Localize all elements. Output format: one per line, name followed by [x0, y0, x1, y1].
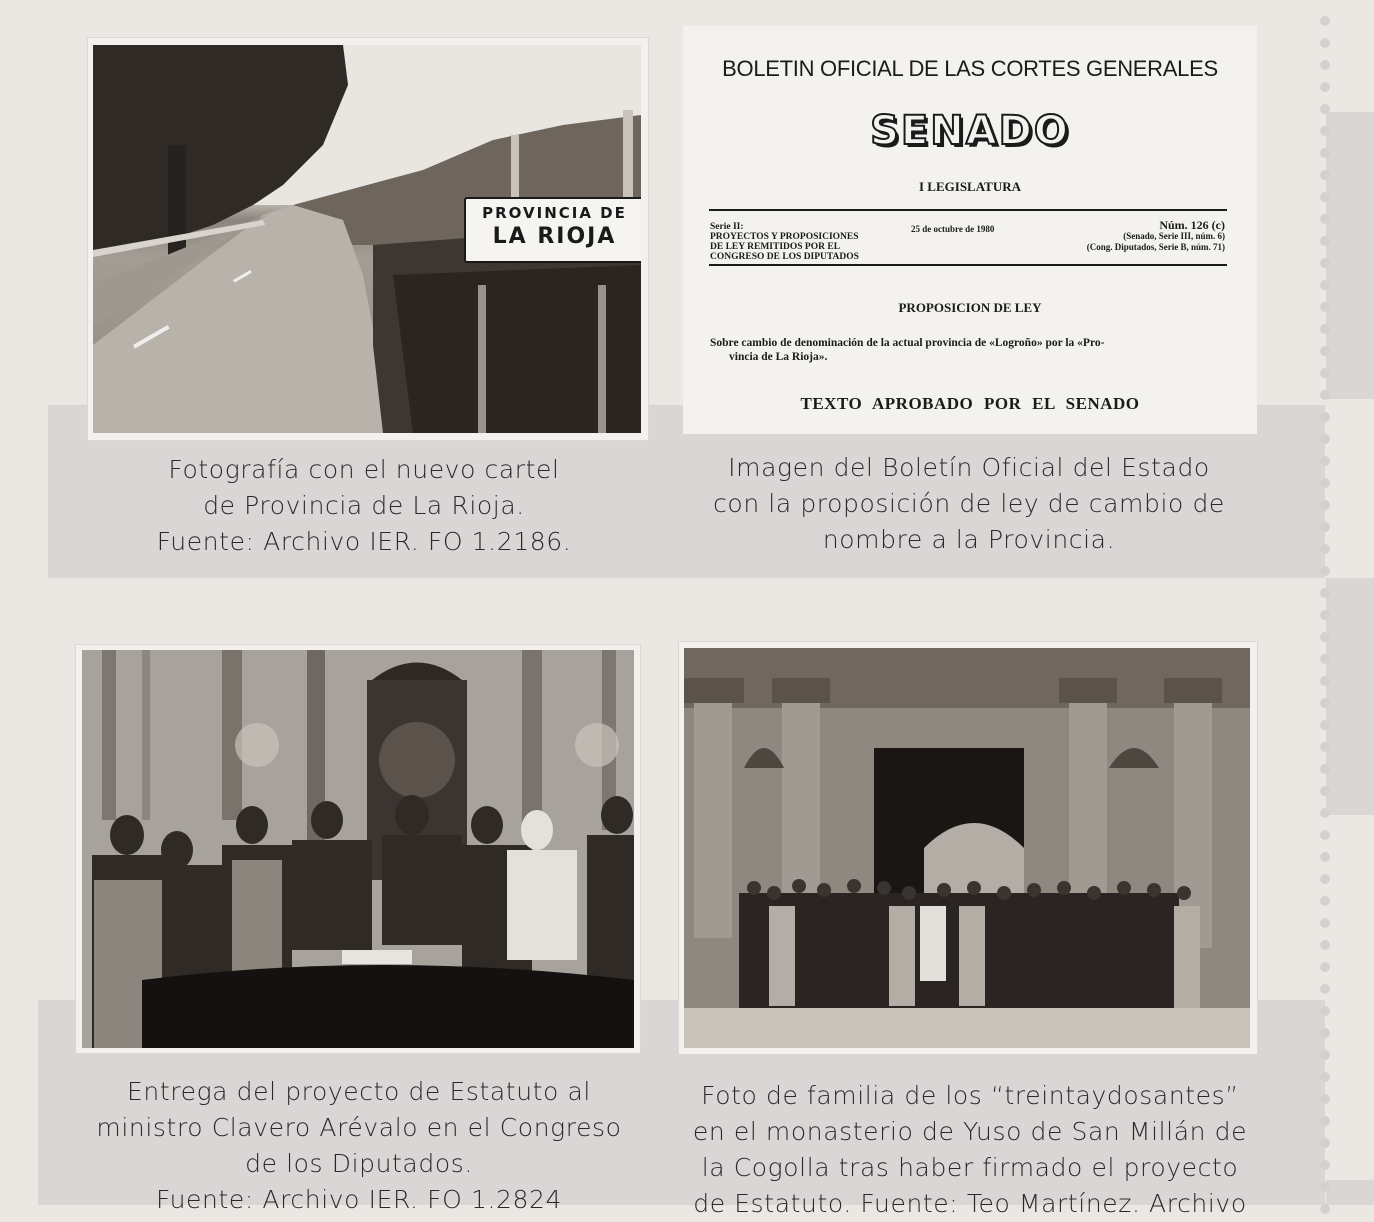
perforation-dot — [1320, 1160, 1330, 1170]
perforation-dot — [1320, 434, 1330, 444]
road-sign-photo — [93, 45, 641, 433]
perforation-dot — [1320, 1116, 1330, 1126]
document-legislature: I LEGISLATURA — [919, 179, 1021, 194]
perforation-dot — [1320, 1072, 1330, 1082]
boletin-document — [683, 26, 1257, 434]
perforation-dot — [1320, 302, 1330, 312]
perforation-dot — [1320, 698, 1330, 708]
perforation-dot — [1320, 764, 1330, 774]
perforation-dot — [1320, 1138, 1330, 1148]
caption-boletin — [680, 450, 1258, 558]
perforation-dot — [1320, 1182, 1330, 1192]
perforation-dot — [1320, 1204, 1330, 1214]
caption-line: Fuente: Archivo IER. FO 1.2186. — [156, 527, 572, 556]
perforation-dot — [1320, 852, 1330, 862]
perforation-dot — [1320, 566, 1330, 576]
perforation-dot — [1320, 104, 1330, 114]
road-sign-line1: PROVINCIA DE — [482, 204, 627, 222]
caption-line: Entrega del proyecto de Estatuto al — [127, 1077, 591, 1106]
perforation-dot — [1320, 214, 1330, 224]
perforation-dot — [1320, 940, 1330, 950]
perforation-dot — [1320, 742, 1330, 752]
caption-line: en el monasterio de Yuso de San Millán de — [692, 1117, 1248, 1146]
edge-tab-2 — [1326, 578, 1374, 815]
perforation-dot — [1320, 478, 1330, 488]
perforation-dot — [1320, 258, 1330, 268]
caption-congress — [38, 1074, 680, 1218]
perforation-dot — [1320, 544, 1330, 554]
caption-road-sign — [48, 452, 680, 560]
perforation-dot — [1320, 126, 1330, 136]
monastery-photo — [684, 648, 1250, 1048]
perforation-dot — [1320, 962, 1330, 972]
document-subject: Sobre cambio de denominación de la actual provincia de «Logroño» por la «Pro- vincia de La Rioja». — [710, 337, 1105, 363]
perforation-dot — [1320, 82, 1330, 92]
perforation-dot — [1320, 808, 1330, 818]
caption-line: Fuente: Archivo IER. FO 1.2824 — [155, 1185, 563, 1214]
perforation-dot — [1320, 412, 1330, 422]
perforation-dot — [1320, 1050, 1330, 1060]
perforation-dot — [1320, 720, 1330, 730]
perforation-dot — [1320, 16, 1330, 26]
perforation-dot — [1320, 676, 1330, 686]
caption-line: de Estatuto. Fuente: Teo Martínez. Archivo — [693, 1189, 1247, 1218]
edge-tab-1 — [1326, 112, 1374, 399]
caption-line: nombre a la Provincia. — [822, 525, 1116, 554]
document-header: BOLETIN OFICIAL DE LAS CORTES GENERALES — [722, 56, 1218, 81]
caption-line: ministro Clavero Arévalo en el Congreso — [96, 1113, 622, 1142]
congress-scene-graphic — [82, 650, 634, 1048]
perforation-dot — [1320, 654, 1330, 664]
photo-frame-congress — [76, 645, 640, 1053]
caption-monastery — [675, 1078, 1265, 1222]
perforation-dot — [1320, 610, 1330, 620]
document-series: Serie II: PROYECTOS Y PROPOSICIONES DE LEY REMITIDOS POR EL CONGRESO DE LOS DIPUTADOS — [710, 222, 859, 262]
perforation-dot — [1320, 38, 1330, 48]
perforation-dot — [1320, 368, 1330, 378]
perforation-dot — [1320, 280, 1330, 290]
document-number: Núm. 126 (c) (Senado, Serie III, núm. 6) (Cong. Diputados, Serie B, núm. 71) — [1086, 218, 1225, 252]
caption-line: de los Diputados. — [245, 1149, 473, 1178]
caption-line: Fotografía con el nuevo cartel — [168, 455, 560, 484]
perforation-dot — [1320, 1094, 1330, 1104]
document-rule-bottom — [709, 264, 1227, 266]
caption-line: Foto de familia de los “treintaydosantes” — [701, 1081, 1239, 1110]
caption-line: con la proposición de ley de cambio de — [713, 489, 1225, 518]
perforation-dot — [1320, 984, 1330, 994]
document-approved-text: TEXTO APROBADO POR EL SENADO — [800, 394, 1140, 413]
perforation-dot — [1320, 786, 1330, 796]
perforation-dot — [1320, 1028, 1330, 1038]
document-section-title: PROPOSICION DE LEY — [898, 300, 1042, 315]
caption-line: Imagen del Boletín Oficial del Estado — [728, 453, 1210, 482]
perforation-dot — [1320, 456, 1330, 466]
document-chamber: SENADO — [870, 108, 1070, 154]
perforation-dot — [1320, 588, 1330, 598]
perforation-dot — [1320, 346, 1330, 356]
perforation-dot — [1320, 632, 1330, 642]
caption-line: de Provincia de La Rioja. — [203, 491, 525, 520]
photo-frame-road-sign — [88, 38, 648, 440]
document-date: 25 de octubre de 1980 — [911, 224, 995, 234]
congress-photo — [82, 650, 634, 1048]
perforation-dot — [1320, 1006, 1330, 1016]
perforation-dot — [1320, 170, 1330, 180]
road-sign — [464, 197, 641, 263]
edge-tab-3 — [1326, 1180, 1374, 1205]
perforation-dot — [1320, 192, 1330, 202]
road-sign-line2: LA RIOJA — [492, 224, 617, 249]
photo-frame-monastery — [679, 642, 1257, 1054]
perforation-dot — [1320, 390, 1330, 400]
perforation-dot — [1320, 896, 1330, 906]
caption-line: la Cogolla tras haber firmado el proyecto — [701, 1153, 1239, 1182]
document-rule-top — [709, 209, 1227, 211]
perforation-dot — [1320, 500, 1330, 510]
perforation-dot — [1320, 324, 1330, 334]
perforation-dot — [1320, 148, 1330, 158]
perforation-dot — [1320, 522, 1330, 532]
perforation-dot — [1320, 918, 1330, 928]
perforation-dot — [1320, 830, 1330, 840]
perforation-dot — [1320, 874, 1330, 884]
perforation-dot — [1320, 236, 1330, 246]
perforation-dot — [1320, 60, 1330, 70]
monastery-scene-graphic — [684, 648, 1250, 1048]
